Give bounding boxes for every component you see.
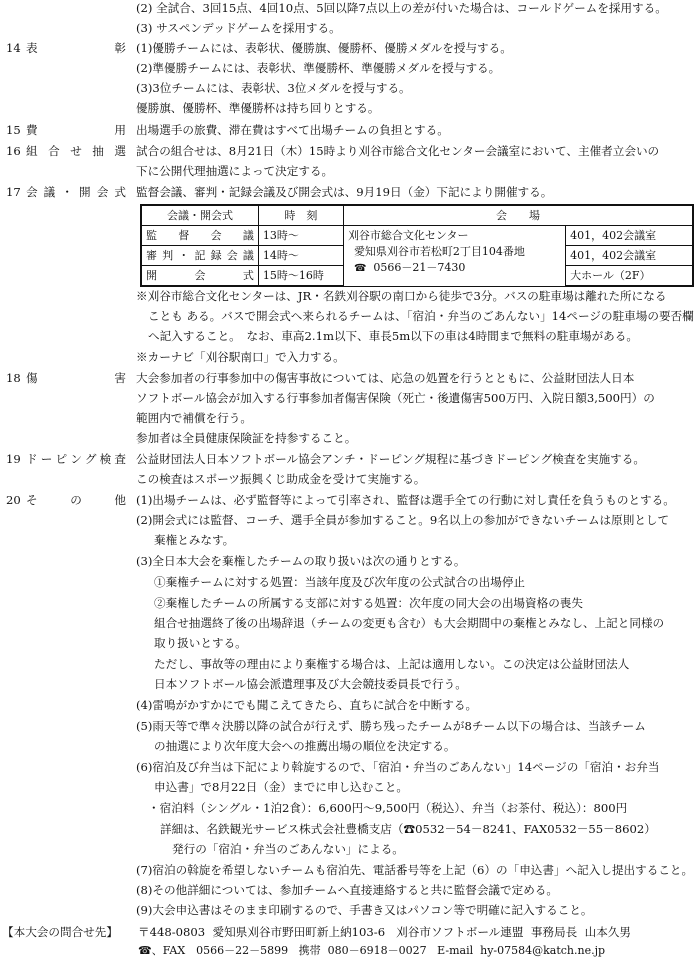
section-heading: そ の 他 — [26, 493, 126, 507]
body-text-line: (5)雨天等で準々決勝以降の試合が行えず、勝ち残ったチームが8チーム以下の場合は、当該チーム — [136, 719, 646, 733]
footer-title: 【本大会の問合せ先】 — [2, 925, 118, 939]
section-title-15 — [6, 124, 126, 138]
body-text-line: 日本ソフトボール協会派遣理事及び大会競技委員長で行う。 — [154, 677, 467, 691]
body-text-line: (2) 全試合、3回15点、4回10点、5回以降7点以上の差が付いた場合は、コールドゲームを採用する。 — [136, 1, 667, 15]
body-text-line: ことも ある。バスで開会式へ来られるチームは、「宿泊・弁当のごあんない」14ページの駐車場の要否欄 — [148, 309, 694, 323]
body-text-line: (6)宿泊及び弁当は下記により斡旋するので、「宿泊・弁当のごあんない」14ページの「宿泊・お弁当 — [136, 760, 660, 774]
section-number: 20 — [6, 493, 21, 507]
body-text-line: (3) サスペンデッドゲームを採用する。 — [136, 21, 341, 35]
section-heading: 会議・開会式 — [26, 185, 126, 199]
section-title-16 — [6, 145, 126, 159]
time-cell: 15時〜16時 — [258, 266, 343, 287]
header-event: 会議・開会式 — [141, 205, 258, 226]
body-text-line: (3)3位チームには、表彰状、3位メダルを授与する。 — [136, 81, 411, 95]
section-number: 15 — [6, 123, 21, 137]
venue-name: 刈谷市総合文化センター — [347, 229, 469, 242]
body-text-line: ただし、事故等の理由により棄権する場合は、上記は適用しない。この決定は公益財団法人 — [154, 657, 630, 671]
footer-postal: 〒448-0803 — [138, 925, 206, 939]
body-text-line: 範囲内で補償を行う。 — [136, 411, 252, 425]
body-text-line: 監督会議、審判・記録会議及び開会式は、9月19日（金）下記により開催する。 — [136, 185, 553, 199]
body-text-line: ソフトボール協会が加入する行事参加者傷害保険（死亡・後遺傷害500万円、入院日額3,500円）の — [136, 391, 655, 405]
body-text-line: ※刈谷市総合文化センターは、JR・名鉄刈谷駅の南口から徒歩で3分。バスの駐車場は離れた所になる — [136, 289, 667, 303]
body-text-line: 出場選手の旅費、滞在費はすべて出場チームの負担とする。 — [136, 123, 449, 137]
room-cell: 大ホール（2F） — [566, 266, 693, 287]
body-text-line: 下に公開代理抽選によって決定する。 — [136, 164, 334, 178]
section-number: 19 — [6, 452, 21, 466]
body-text-line: (1)優勝チームには、表彰状、優勝旗、優勝杯、優勝メダルを授与する。 — [136, 41, 512, 55]
room-cell: 401，402会議室 — [566, 226, 693, 246]
body-text-line: 詳細は、名鉄観光サービス株式会社豊橋支店（☎0532－54－8241、FAX0532－55－8602） — [160, 822, 656, 836]
body-text-line: 取り扱いとする。 — [154, 636, 247, 650]
body-text-line: この検査はスポーツ振興くじ助成金を受けて実施する。 — [136, 472, 426, 486]
section-number: 14 — [6, 41, 21, 55]
body-text-line: 公益財団法人日本ソフトボール協会アンチ・ドーピング規程に基づきドーピング検査を実施する。 — [136, 452, 645, 466]
venue-tel: 0566－21－7430 — [373, 260, 466, 274]
section-number: 16 — [6, 144, 21, 158]
body-text-line: 大会参加者の行事参加中の傷害事故については、応急の処置を行うとともに、公益財団法人日本 — [136, 371, 635, 385]
footer-address: 愛知県刈谷市野田町新上納103-6 — [212, 925, 386, 939]
body-text-line: ・宿泊料（シングル・1泊2食）：6,600円〜9,500円（税込）、弁当（お茶付、税込）：800円 — [148, 801, 628, 815]
body-text-line: 試合の組合せは、8月21日（木）15時より刈谷市総合文化センター会議室において、主催者立会いの — [136, 144, 660, 158]
body-text-line: (1)出場チームは、必ず監督等によって引率され、監督は選手全ての行動に対し責任を負うものとする。 — [136, 493, 675, 507]
section-title-14 — [6, 42, 126, 56]
phone-icon: ☎ — [353, 262, 367, 274]
body-text-line: (9)大会申込書はそのまま印刷するので、手書き又はパソコン等で明確に記入すること。 — [136, 903, 593, 917]
body-text-line: (8)その他詳細については、参加チームへ直接連絡すると共に監督会議で定める。 — [136, 883, 558, 897]
schedule-table — [140, 204, 694, 287]
body-text-line: (7)宿泊の斡旋を希望しないチームも宿泊先、電話番号等を上記（6）の「申込書」へ記入し提出すること。 — [136, 863, 694, 877]
footer-org: 刈谷市ソフトボール連盟 — [396, 925, 524, 939]
footer-person: 山本久男 — [584, 925, 631, 939]
body-text-line: ※カーナビ「刈谷駅南口」で入力する。 — [136, 350, 345, 364]
section-heading: 傷 害 — [26, 371, 126, 385]
header-venue: 会 場 — [343, 205, 693, 226]
event-cell: 監督会議 — [141, 226, 258, 246]
footer-email-label: E-mail — [437, 944, 474, 957]
section-title-17 — [6, 186, 126, 200]
time-cell: 13時〜 — [258, 226, 343, 246]
body-text-line: 棄権とみなす。 — [154, 533, 235, 547]
body-text-line: 参加者は全員健康保険証を持参すること。 — [136, 431, 357, 445]
section-number: 18 — [6, 371, 21, 385]
body-text-line: 申込書」で8月22日（金）までに申し込むこと。 — [154, 780, 409, 794]
footer-email: hy-07584@katch.ne.jp — [480, 944, 606, 957]
footer-mobile: 080－6918－0027 — [327, 944, 427, 957]
footer-contact-line — [138, 926, 631, 940]
body-text-line: ①棄権チームに対する処置：当該年度及び次年度の公式試合の出場停止 — [154, 575, 526, 589]
venue-address: 愛知県刈谷市若松町2丁目104番地 — [353, 244, 525, 258]
body-text-line: 優勝旗、優勝杯、準優勝杯は持ち回りとする。 — [136, 101, 380, 115]
footer-mobile-label: 携帯 — [298, 944, 321, 957]
body-text-line: (3)全日本大会を棄権したチームの取り扱いは次の通りとする。 — [136, 554, 466, 568]
footer-tel-fax: ☎、FAX 0566－22－5899 — [138, 944, 289, 957]
body-text-line: 組合せ抽選終了後の出場辞退（チームの変更も含む）も大会期間中の棄権とみなし、上記と同様の — [154, 616, 665, 630]
footer-role: 事務局長 — [530, 925, 578, 939]
room-cell: 401，402会議室 — [566, 246, 693, 266]
body-text-line: (4)雷鳴がかすかにでも聞こえてきたら、直ちに試合を中断する。 — [136, 698, 478, 712]
section-title-20 — [6, 494, 126, 508]
event-cell: 開会式 — [141, 266, 258, 287]
body-text-line: 発行の「宿泊・弁当のごあんない」による。 — [172, 842, 404, 856]
section-heading: 表 彰 — [26, 41, 126, 55]
section-heading: ドーピング検査 — [26, 452, 126, 466]
body-text-line: ②棄権したチームの所属する支部に対する処置：次年度の同大会の出場資格の喪失 — [154, 596, 583, 610]
body-text-line: へ記入すること。 なお、車高2.1m以下、車長5m以下の車は4時間まで無料の駐車場がある。 — [148, 329, 638, 343]
section-heading: 費 用 — [26, 123, 126, 137]
schedule-header-row — [141, 205, 693, 226]
body-text-line: の抽選により次年度大会への推薦出場の順位を決定する。 — [154, 739, 456, 753]
header-time: 時 刻 — [258, 205, 343, 226]
time-cell: 14時〜 — [258, 246, 343, 266]
body-text-line: (2)開会式には監督、コーチ、選手全員が参加すること。9名以上の参加ができないチームは原則として — [136, 513, 670, 527]
schedule-row — [141, 226, 693, 246]
event-cell: 審判・記録会議 — [141, 246, 258, 266]
section-heading: 組合せ抽選 — [26, 144, 126, 158]
section-title-18 — [6, 372, 126, 386]
section-number: 17 — [6, 185, 21, 199]
section-title-19 — [6, 453, 126, 467]
venue-cell — [343, 226, 565, 287]
body-text-line: (2)準優勝チームには、表彰状、準優勝杯、準優勝メダルを授与する。 — [136, 61, 501, 75]
